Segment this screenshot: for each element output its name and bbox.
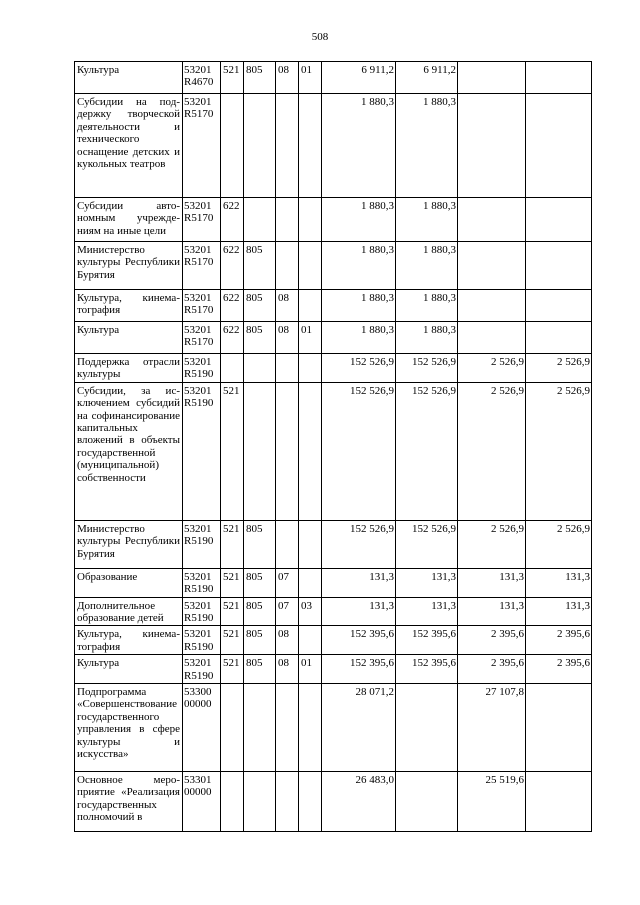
section-code (276, 198, 299, 242)
subsection-code (299, 520, 322, 568)
ministry-code: 805 (244, 520, 276, 568)
amount-fed-2: 131,3 (526, 597, 592, 626)
subsection-code (299, 198, 322, 242)
budget-code: 53201 R5170 (183, 242, 221, 290)
amount-total-1: 1 880,3 (322, 290, 396, 322)
amount-fed-2 (526, 684, 592, 772)
table-row (75, 198, 592, 242)
amount-fed-2: 2 526,9 (526, 520, 592, 568)
amount-total-2: 2 395,6 (458, 626, 526, 655)
amount-fed-1 (396, 684, 458, 772)
row-name: Поддержка отрасли культуры (75, 354, 183, 383)
amount-fed-1: 131,3 (396, 568, 458, 597)
table-row (75, 354, 592, 383)
amount-total-2 (458, 94, 526, 198)
amount-fed-1: 152 395,6 (396, 626, 458, 655)
table-row (75, 626, 592, 655)
amount-fed-2 (526, 198, 592, 242)
table-row (75, 772, 592, 832)
expense-type-code: 622 (221, 290, 244, 322)
subsection-code (299, 94, 322, 198)
amount-total-1: 152 395,6 (322, 655, 396, 684)
expense-type-code: 521 (221, 520, 244, 568)
amount-total-2 (458, 198, 526, 242)
row-name: Культура, кинематография (75, 626, 183, 655)
amount-total-2: 2 526,9 (458, 382, 526, 520)
ministry-code (244, 94, 276, 198)
table-row (75, 684, 592, 772)
row-name: Дополнительное образование детей (75, 597, 183, 626)
amount-fed-2 (526, 772, 592, 832)
expense-type-code (221, 354, 244, 383)
amount-fed-2: 131,3 (526, 568, 592, 597)
expense-type-code (221, 94, 244, 198)
amount-fed-1: 1 880,3 (396, 242, 458, 290)
amount-fed-1: 152 526,9 (396, 520, 458, 568)
ministry-code: 805 (244, 655, 276, 684)
row-name: Культура (75, 322, 183, 354)
table-row (75, 242, 592, 290)
budget-code: 53201 R5190 (183, 520, 221, 568)
ministry-code: 805 (244, 597, 276, 626)
amount-fed-2: 2 526,9 (526, 354, 592, 383)
table-row (75, 290, 592, 322)
budget-code: 53201 R5170 (183, 94, 221, 198)
section-code: 07 (276, 597, 299, 626)
row-name: Культура (75, 655, 183, 684)
table-body (75, 62, 592, 832)
section-code: 08 (276, 62, 299, 94)
expense-type-code: 521 (221, 655, 244, 684)
subsection-code (299, 684, 322, 772)
budget-code: 53201 R5170 (183, 290, 221, 322)
table-row (75, 322, 592, 354)
expense-type-code: 521 (221, 62, 244, 94)
amount-fed-2 (526, 322, 592, 354)
expense-type-code: 622 (221, 242, 244, 290)
amount-total-1: 152 395,6 (322, 626, 396, 655)
subsection-code (299, 354, 322, 383)
ministry-code: 805 (244, 626, 276, 655)
expense-type-code: 521 (221, 568, 244, 597)
amount-total-1: 1 880,3 (322, 198, 396, 242)
section-code (276, 354, 299, 383)
amount-total-2: 2 526,9 (458, 520, 526, 568)
amount-total-1: 26 483,0 (322, 772, 396, 832)
amount-total-2 (458, 62, 526, 94)
row-name: Культура (75, 62, 183, 94)
ministry-code: 805 (244, 322, 276, 354)
table-row (75, 655, 592, 684)
amount-total-2: 2 526,9 (458, 354, 526, 383)
amount-total-2: 25 519,6 (458, 772, 526, 832)
amount-total-1: 152 526,9 (322, 382, 396, 520)
section-code: 08 (276, 322, 299, 354)
table-row (75, 62, 592, 94)
ministry-code: 805 (244, 290, 276, 322)
amount-fed-1: 1 880,3 (396, 198, 458, 242)
row-name: Министерство культуры Республики Бурятия (75, 520, 183, 568)
amount-total-1: 152 526,9 (322, 354, 396, 383)
row-name: Образование (75, 568, 183, 597)
amount-total-1: 28 071,2 (322, 684, 396, 772)
amount-fed-2 (526, 290, 592, 322)
table-row (75, 568, 592, 597)
subsection-code (299, 568, 322, 597)
ministry-code (244, 382, 276, 520)
subsection-code: 01 (299, 655, 322, 684)
subsection-code (299, 242, 322, 290)
budget-code: 53300 00000 (183, 684, 221, 772)
ministry-code: 805 (244, 62, 276, 94)
subsection-code: 01 (299, 322, 322, 354)
amount-total-2: 131,3 (458, 568, 526, 597)
table-row (75, 94, 592, 198)
section-code (276, 684, 299, 772)
amount-fed-1: 152 526,9 (396, 382, 458, 520)
page-number: 508 (311, 31, 329, 43)
budget-code: 53201 R5190 (183, 382, 221, 520)
amount-total-2 (458, 242, 526, 290)
row-name: Субсидии автономным учреждениям на иные цели (75, 198, 183, 242)
section-code (276, 94, 299, 198)
amount-total-1: 1 880,3 (322, 94, 396, 198)
section-code (276, 772, 299, 832)
expense-type-code (221, 684, 244, 772)
row-name: Министерство культуры Республики Бурятия (75, 242, 183, 290)
expense-type-code: 521 (221, 626, 244, 655)
amount-fed-1: 1 880,3 (396, 322, 458, 354)
budget-code: 53201 R5170 (183, 322, 221, 354)
budget-code: 53201 R4670 (183, 62, 221, 94)
amount-total-2 (458, 322, 526, 354)
ministry-code (244, 354, 276, 383)
section-code: 08 (276, 626, 299, 655)
ministry-code (244, 684, 276, 772)
section-code (276, 382, 299, 520)
budget-code: 53201 R5190 (183, 626, 221, 655)
amount-fed-1: 1 880,3 (396, 94, 458, 198)
subsection-code: 01 (299, 62, 322, 94)
amount-fed-1: 152 395,6 (396, 655, 458, 684)
expense-type-code: 521 (221, 597, 244, 626)
budget-code: 53201 R5170 (183, 198, 221, 242)
table-row (75, 382, 592, 520)
table-row (75, 597, 592, 626)
section-code (276, 520, 299, 568)
subsection-code: 03 (299, 597, 322, 626)
amount-total-1: 152 526,9 (322, 520, 396, 568)
amount-total-2: 2 395,6 (458, 655, 526, 684)
budget-table (74, 61, 592, 832)
budget-code: 53201 R5190 (183, 655, 221, 684)
subsection-code (299, 626, 322, 655)
amount-fed-2: 2 395,6 (526, 626, 592, 655)
expense-type-code: 622 (221, 198, 244, 242)
section-code (276, 242, 299, 290)
expense-type-code (221, 772, 244, 832)
budget-code: 53201 R5190 (183, 597, 221, 626)
row-name: Подпрограмма «Совершенствование государственного управления в сфере культуры и искусства» (75, 684, 183, 772)
section-code: 08 (276, 655, 299, 684)
amount-fed-2: 2 526,9 (526, 382, 592, 520)
budget-code: 53201 R5190 (183, 354, 221, 383)
ministry-code: 805 (244, 242, 276, 290)
amount-total-2: 27 107,8 (458, 684, 526, 772)
amount-total-2 (458, 290, 526, 322)
amount-total-1: 1 880,3 (322, 322, 396, 354)
amount-total-1: 6 911,2 (322, 62, 396, 94)
ministry-code: 805 (244, 568, 276, 597)
table-row (75, 520, 592, 568)
row-name: Основное мероприятие «Реализация государственных полномочий в (75, 772, 183, 832)
ministry-code (244, 198, 276, 242)
section-code: 08 (276, 290, 299, 322)
amount-total-1: 1 880,3 (322, 242, 396, 290)
amount-fed-1: 1 880,3 (396, 290, 458, 322)
expense-type-code: 622 (221, 322, 244, 354)
budget-code: 53301 00000 (183, 772, 221, 832)
subsection-code (299, 772, 322, 832)
amount-total-2: 131,3 (458, 597, 526, 626)
row-name: Субсидии, за исключением субсидий на софинансирование капитальных вложений в объекты государственной (муниципальной) собственности (75, 382, 183, 520)
row-name: Культура, кинематография (75, 290, 183, 322)
amount-fed-1: 131,3 (396, 597, 458, 626)
budget-code: 53201 R5190 (183, 568, 221, 597)
amount-total-1: 131,3 (322, 597, 396, 626)
amount-fed-2 (526, 242, 592, 290)
subsection-code (299, 290, 322, 322)
amount-fed-2 (526, 62, 592, 94)
row-name: Субсидии на поддержку творческой деятельности и технического оснащение детских и кукольных театров (75, 94, 183, 198)
section-code: 07 (276, 568, 299, 597)
amount-fed-1: 6 911,2 (396, 62, 458, 94)
amount-fed-1 (396, 772, 458, 832)
amount-fed-2 (526, 94, 592, 198)
amount-fed-1: 152 526,9 (396, 354, 458, 383)
amount-total-1: 131,3 (322, 568, 396, 597)
expense-type-code: 521 (221, 382, 244, 520)
ministry-code (244, 772, 276, 832)
subsection-code (299, 382, 322, 520)
amount-fed-2: 2 395,6 (526, 655, 592, 684)
